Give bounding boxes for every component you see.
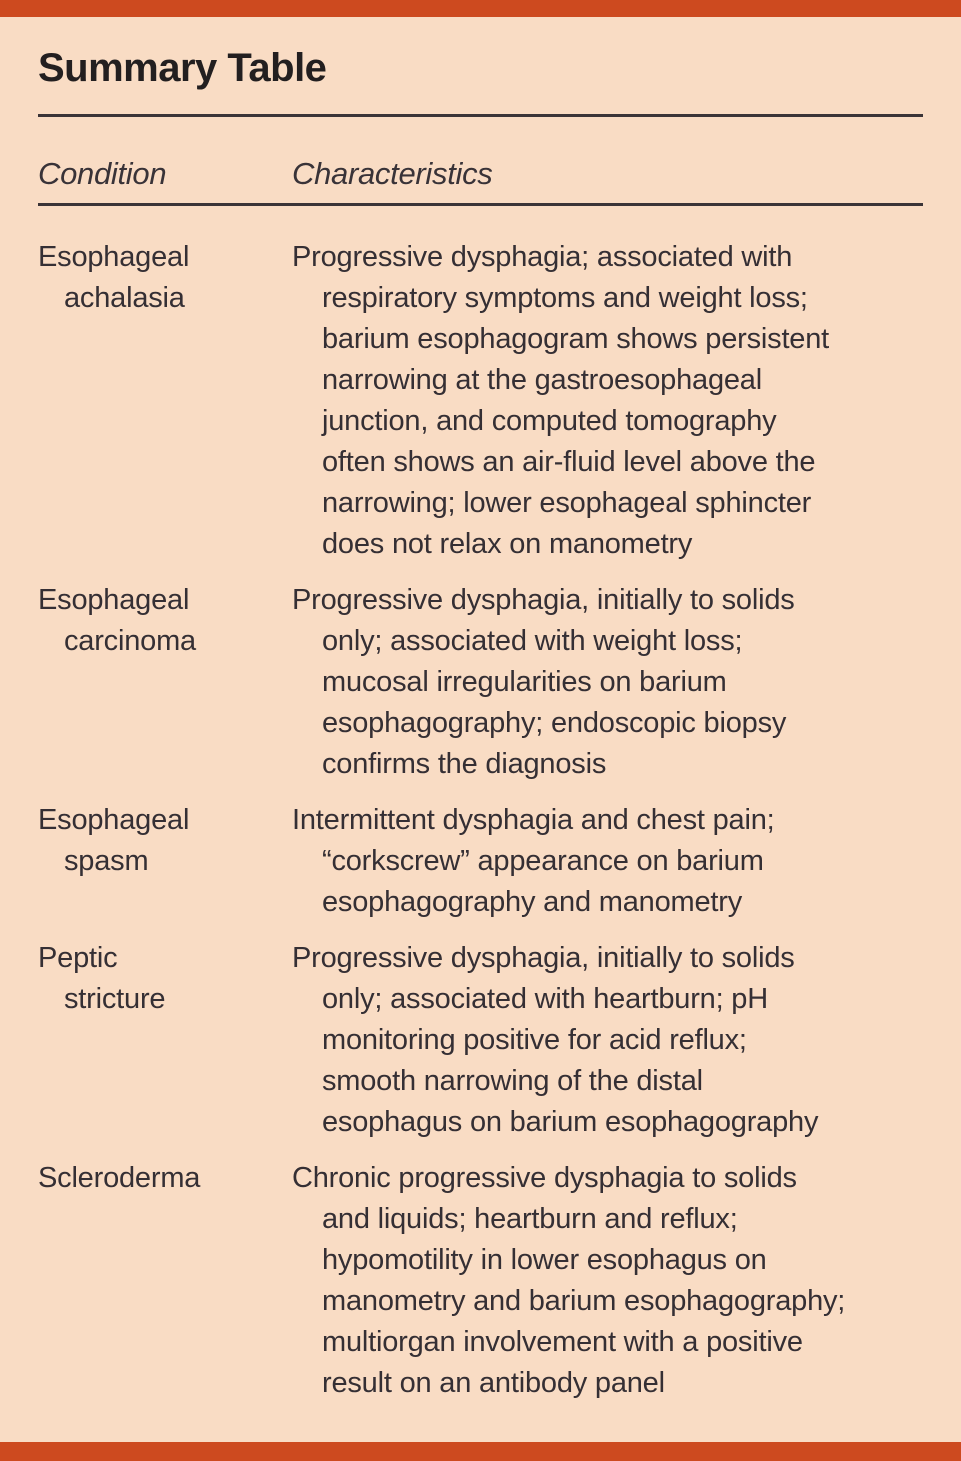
summary-table	[38, 154, 923, 1404]
characteristics-line: often shows an air-fluid level above the	[322, 446, 816, 478]
characteristics-line: esophagography and manometry	[322, 886, 743, 918]
condition-cell	[38, 237, 292, 565]
condition-line: carcinoma	[64, 625, 196, 657]
characteristics-line: result on an antibody panel	[322, 1367, 665, 1399]
condition-cell	[38, 800, 292, 923]
characteristics-line: only; associated with heartburn; pH	[322, 983, 768, 1015]
characteristics-line: only; associated with weight loss;	[322, 625, 743, 657]
header-rule	[38, 203, 923, 206]
condition-cell	[38, 580, 292, 785]
condition-line: Esophageal	[38, 584, 190, 616]
characteristics-line: Progressive dysphagia, initially to solids	[292, 942, 795, 974]
characteristics-cell	[292, 237, 923, 565]
condition-line: Peptic	[38, 942, 118, 974]
characteristics-cell	[292, 1158, 923, 1404]
condition-line: stricture	[64, 983, 166, 1015]
bottom-accent-bar	[0, 1442, 961, 1461]
characteristics-line: multiorgan involvement with a positive	[322, 1326, 803, 1358]
characteristics-line: confirms the diagnosis	[322, 748, 607, 780]
characteristics-line: narrowing; lower esophageal sphincter	[322, 487, 812, 519]
characteristics-line: esophagography; endoscopic biopsy	[322, 707, 787, 739]
characteristics-line: barium esophagogram shows persistent	[322, 323, 830, 355]
table-row	[38, 237, 923, 565]
characteristics-line: respiratory symptoms and weight loss;	[322, 282, 808, 314]
condition-line: achalasia	[64, 282, 185, 314]
characteristics-line: junction, and computed tomography	[322, 405, 777, 437]
table-row	[38, 580, 923, 785]
characteristics-line: Chronic progressive dysphagia to solids	[292, 1162, 797, 1194]
table-row	[38, 800, 923, 923]
characteristics-line: Progressive dysphagia, initially to solids	[292, 584, 795, 616]
characteristics-line: smooth narrowing of the distal	[322, 1065, 703, 1097]
characteristics-line: and liquids; heartburn and reflux;	[322, 1203, 738, 1235]
table-header-row	[38, 154, 923, 194]
characteristics-line: Progressive dysphagia; associated with	[292, 241, 793, 273]
characteristics-line: esophagus on barium esophagography	[322, 1106, 819, 1138]
characteristics-line: does not relax on manometry	[322, 528, 693, 560]
characteristics-line: mucosal irregularities on barium	[322, 666, 727, 698]
characteristics-cell	[292, 938, 923, 1143]
column-header-condition: Condition	[38, 156, 167, 191]
table-row	[38, 1158, 923, 1404]
condition-line: Esophageal	[38, 241, 190, 273]
characteristics-line: manometry and barium esophagography;	[322, 1285, 846, 1317]
condition-cell	[38, 938, 292, 1143]
title-rule	[38, 114, 923, 117]
characteristics-line: hypomotility in lower esophagus on	[322, 1244, 767, 1276]
condition-line: Scleroderma	[38, 1162, 201, 1194]
characteristics-cell	[292, 800, 923, 923]
characteristics-line: Intermittent dysphagia and chest pain;	[292, 804, 775, 836]
top-accent-bar	[0, 0, 961, 17]
table-row	[38, 938, 923, 1143]
condition-line: Esophageal	[38, 804, 190, 836]
characteristics-line: monitoring positive for acid reflux;	[322, 1024, 747, 1056]
column-header-characteristics: Characteristics	[292, 156, 493, 191]
figure-title: Summary Table	[38, 46, 327, 90]
characteristics-line: “corkscrew” appearance on barium	[322, 845, 764, 877]
condition-cell	[38, 1158, 292, 1404]
characteristics-cell	[292, 580, 923, 785]
condition-line: spasm	[64, 845, 149, 877]
characteristics-line: narrowing at the gastroesophageal	[322, 364, 762, 396]
